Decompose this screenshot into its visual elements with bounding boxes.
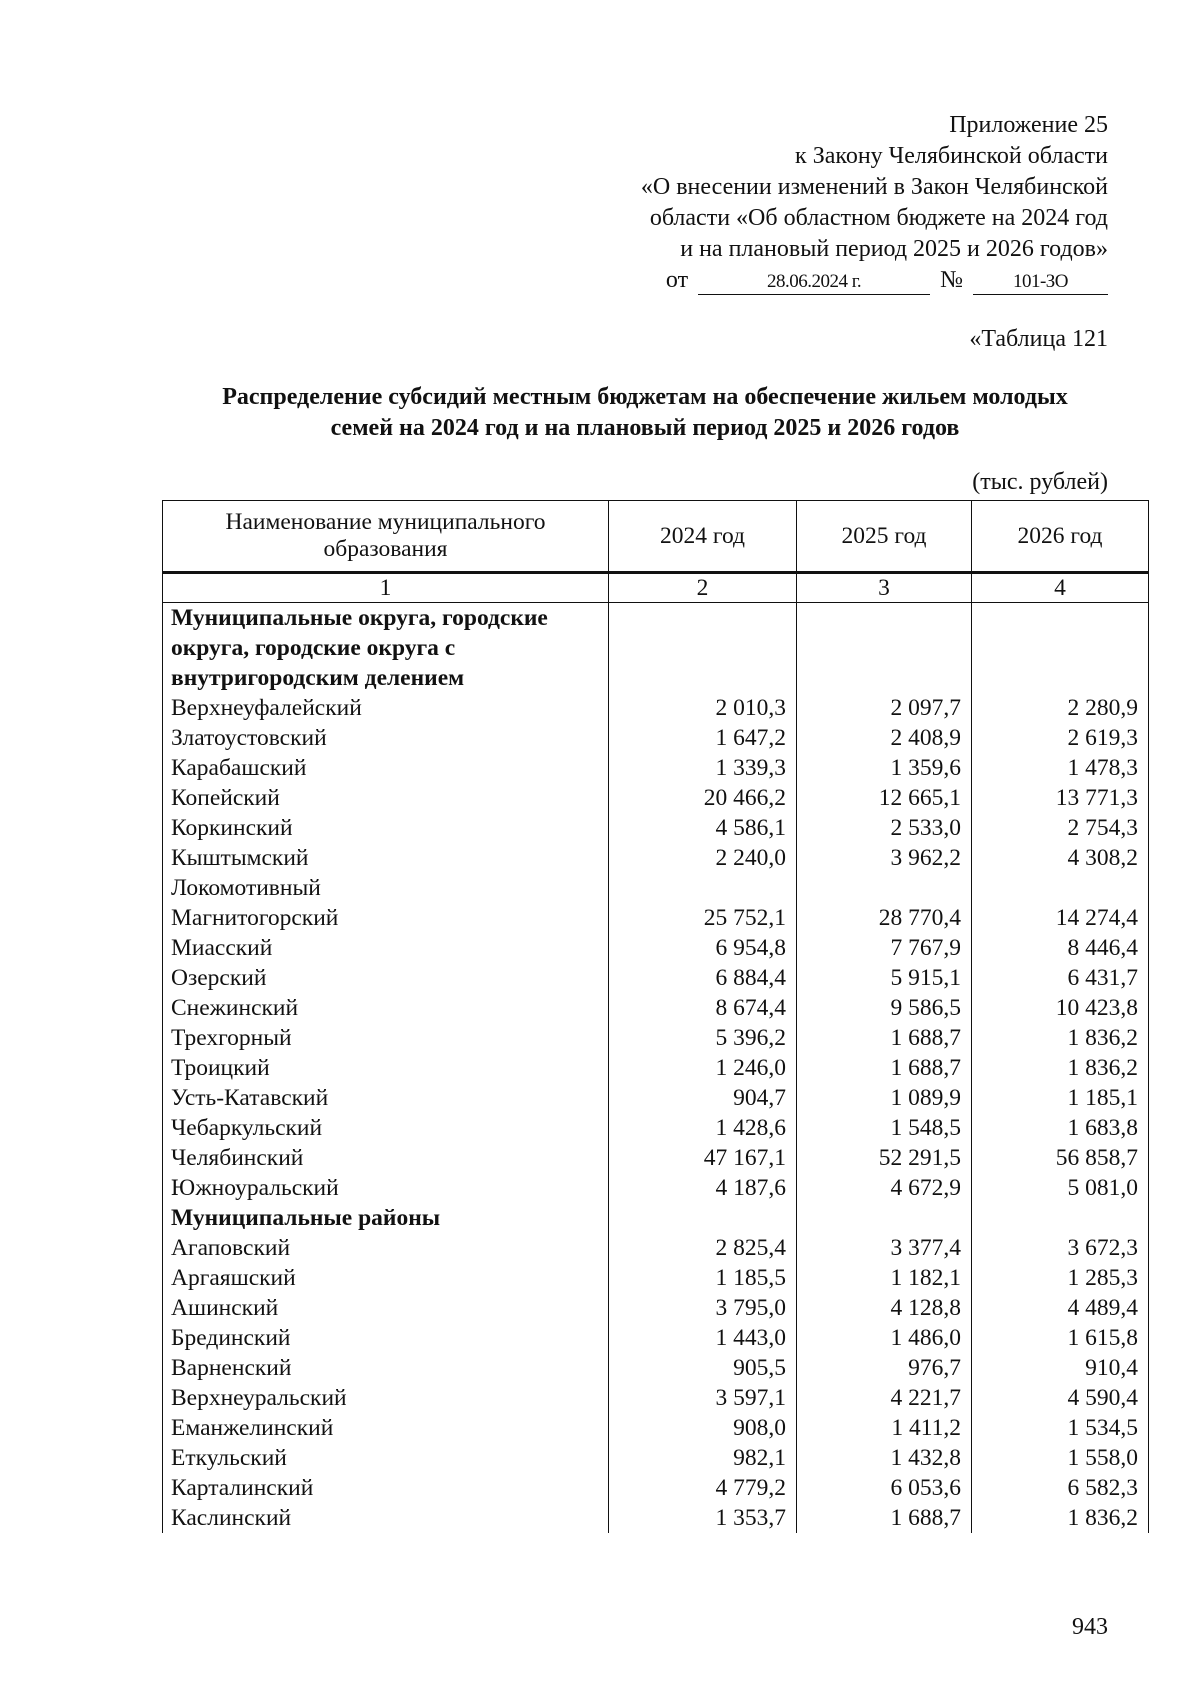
municipality-name: Южноуральский <box>163 1173 609 1203</box>
municipality-name: Копейский <box>163 783 609 813</box>
value-2025: 1 411,2 <box>797 1413 972 1443</box>
value-2026: 4 489,4 <box>972 1293 1149 1323</box>
value-2026: 1 683,8 <box>972 1113 1149 1143</box>
value-2025: 3 962,2 <box>797 843 972 873</box>
value-2025: 1 089,9 <box>797 1083 972 1113</box>
municipality-name: Миасский <box>163 933 609 963</box>
value-2025: 9 586,5 <box>797 993 972 1023</box>
table-row <box>163 1113 1149 1143</box>
value-2025: 4 128,8 <box>797 1293 972 1323</box>
municipality-name: Карталинский <box>163 1473 609 1503</box>
value-2025: 1 548,5 <box>797 1113 972 1143</box>
value-2025: 3 377,4 <box>797 1233 972 1263</box>
value-2024: 1 443,0 <box>609 1323 797 1353</box>
header-line-amendment: «О внесении изменений в Закон Челябинской <box>640 174 1108 200</box>
municipality-name: Еткульский <box>163 1443 609 1473</box>
value-2025: 1 688,7 <box>797 1053 972 1083</box>
municipality-name: Челябинский <box>163 1143 609 1173</box>
section-header-row <box>163 603 1149 694</box>
municipality-name: Карабашский <box>163 753 609 783</box>
column-header-municipality: Наименование муниципального образования <box>163 501 609 573</box>
value-2026: 1 836,2 <box>972 1023 1149 1053</box>
column-header-2026: 2026 год <box>972 501 1149 573</box>
municipality-name: Каслинский <box>163 1503 609 1533</box>
column-header-2025: 2025 год <box>797 501 972 573</box>
table-row <box>163 1323 1149 1353</box>
column-number-4: 4 <box>972 573 1149 603</box>
number-prefix: № <box>940 267 963 293</box>
value-2025: 2 097,7 <box>797 693 972 723</box>
value-2024: 1 428,6 <box>609 1113 797 1143</box>
section-header-row <box>163 1203 1149 1233</box>
value-2025: 5 915,1 <box>797 963 972 993</box>
law-date: 28.06.2024 г. <box>698 270 930 295</box>
title-line-1: Распределение субсидий местным бюджетам на обеспечение жильем молодых <box>222 384 1068 410</box>
value-2026: 10 423,8 <box>972 993 1149 1023</box>
subsidy-table <box>162 500 1149 1533</box>
value-2026: 1 285,3 <box>972 1263 1149 1293</box>
value-2025: 1 688,7 <box>797 1023 972 1053</box>
value-2025: 2 408,9 <box>797 723 972 753</box>
units-label: (тыс. рублей) <box>972 469 1108 495</box>
municipality-name: Коркинский <box>163 813 609 843</box>
value-2025: 976,7 <box>797 1353 972 1383</box>
value-2024: 3 795,0 <box>609 1293 797 1323</box>
municipality-name: Локомотивный <box>163 873 609 903</box>
value-2026: 1 185,1 <box>972 1083 1149 1113</box>
column-number-3: 3 <box>797 573 972 603</box>
value-2025 <box>797 873 972 903</box>
value-2025: 28 770,4 <box>797 903 972 933</box>
value-2026: 3 672,3 <box>972 1233 1149 1263</box>
value-2024: 1 647,2 <box>609 723 797 753</box>
document-header <box>548 110 1108 296</box>
municipality-name: Усть-Катавский <box>163 1083 609 1113</box>
date-prefix: от <box>665 267 689 293</box>
value-2025: 4 221,7 <box>797 1383 972 1413</box>
value-2026: 56 858,7 <box>972 1143 1149 1173</box>
value-2025: 6 053,6 <box>797 1473 972 1503</box>
value-2025: 12 665,1 <box>797 783 972 813</box>
table-row <box>163 873 1149 903</box>
value-2025: 1 432,8 <box>797 1443 972 1473</box>
value-2025: 2 533,0 <box>797 813 972 843</box>
value-2026: 1 534,5 <box>972 1413 1149 1443</box>
table-row <box>163 813 1149 843</box>
table-row <box>163 1233 1149 1263</box>
document-title <box>150 382 1140 444</box>
municipality-name: Магнитогорский <box>163 903 609 933</box>
value-2024: 1 185,5 <box>609 1263 797 1293</box>
municipality-name: Златоустовский <box>163 723 609 753</box>
value-2024: 1 353,7 <box>609 1503 797 1533</box>
value-2024: 905,5 <box>609 1353 797 1383</box>
value-2025: 1 486,0 <box>797 1323 972 1353</box>
table-row <box>163 963 1149 993</box>
header-line-appendix: Приложение 25 <box>949 112 1108 138</box>
column-number-row <box>163 573 1149 603</box>
municipality-name: Снежинский <box>163 993 609 1023</box>
table-row <box>163 903 1149 933</box>
value-2026: 2 280,9 <box>972 693 1149 723</box>
table-row <box>163 753 1149 783</box>
value-2024: 6 954,8 <box>609 933 797 963</box>
value-2024: 904,7 <box>609 1083 797 1113</box>
table-row <box>163 993 1149 1023</box>
municipality-name: Аргаяшский <box>163 1263 609 1293</box>
value-2024 <box>609 873 797 903</box>
value-2025: 52 291,5 <box>797 1143 972 1173</box>
law-date-number <box>548 265 1108 296</box>
municipality-name: Муниципальные районы <box>163 1203 609 1233</box>
value-2026: 1 615,8 <box>972 1323 1149 1353</box>
value-2024: 3 597,1 <box>609 1383 797 1413</box>
municipality-name: Еманжелинский <box>163 1413 609 1443</box>
table-row <box>163 1083 1149 1113</box>
value-2025 <box>797 603 972 694</box>
value-2026: 1 836,2 <box>972 1503 1149 1533</box>
table-header-row <box>163 501 1149 573</box>
value-2026: 8 446,4 <box>972 933 1149 963</box>
value-2024 <box>609 603 797 694</box>
value-2026 <box>972 603 1149 694</box>
value-2025: 1 359,6 <box>797 753 972 783</box>
header-line-budget: области «Об областном бюджете на 2024 год <box>649 205 1108 231</box>
value-2026: 1 558,0 <box>972 1443 1149 1473</box>
value-2026: 4 308,2 <box>972 843 1149 873</box>
value-2024: 6 884,4 <box>609 963 797 993</box>
column-number-2: 2 <box>609 573 797 603</box>
municipality-name: Агаповский <box>163 1233 609 1263</box>
title-line-2: семей на 2024 год и на плановый период 2025 и 2026 годов <box>330 415 960 441</box>
municipality-name: Кыштымский <box>163 843 609 873</box>
value-2024: 25 752,1 <box>609 903 797 933</box>
table-row <box>163 843 1149 873</box>
table-row <box>163 1503 1149 1533</box>
value-2024 <box>609 1203 797 1233</box>
value-2025: 4 672,9 <box>797 1173 972 1203</box>
header-line-law: к Закону Челябинской области <box>795 143 1108 169</box>
value-2024: 2 010,3 <box>609 693 797 723</box>
value-2025 <box>797 1203 972 1233</box>
municipality-name: Муниципальные округа, городские округа, городские округа с внутригородским делением <box>163 603 609 694</box>
law-number: 101-ЗО <box>973 270 1108 295</box>
value-2026: 14 274,4 <box>972 903 1149 933</box>
value-2024: 908,0 <box>609 1413 797 1443</box>
table-row <box>163 723 1149 753</box>
value-2024: 1 339,3 <box>609 753 797 783</box>
table-row <box>163 783 1149 813</box>
table-caption: «Таблица 121 <box>969 326 1108 352</box>
value-2026: 2 754,3 <box>972 813 1149 843</box>
table-row <box>163 1173 1149 1203</box>
table-row <box>163 693 1149 723</box>
value-2026: 910,4 <box>972 1353 1149 1383</box>
municipality-name: Трехгорный <box>163 1023 609 1053</box>
column-number-1: 1 <box>163 573 609 603</box>
value-2026: 1 478,3 <box>972 753 1149 783</box>
value-2024: 2 825,4 <box>609 1233 797 1263</box>
header-line-period: и на плановый период 2025 и 2026 годов» <box>680 236 1108 262</box>
municipality-name: Озерский <box>163 963 609 993</box>
table-row <box>163 933 1149 963</box>
value-2024: 20 466,2 <box>609 783 797 813</box>
value-2025: 7 767,9 <box>797 933 972 963</box>
value-2025: 1 182,1 <box>797 1263 972 1293</box>
value-2024: 982,1 <box>609 1443 797 1473</box>
value-2026: 6 582,3 <box>972 1473 1149 1503</box>
column-header-2024: 2024 год <box>609 501 797 573</box>
value-2024: 5 396,2 <box>609 1023 797 1053</box>
municipality-name: Ашинский <box>163 1293 609 1323</box>
value-2024: 4 187,6 <box>609 1173 797 1203</box>
table-row <box>163 1413 1149 1443</box>
table-row <box>163 1473 1149 1503</box>
value-2025: 1 688,7 <box>797 1503 972 1533</box>
value-2026: 1 836,2 <box>972 1053 1149 1083</box>
value-2024: 4 779,2 <box>609 1473 797 1503</box>
table-body <box>163 603 1149 1534</box>
municipality-name: Троицкий <box>163 1053 609 1083</box>
value-2026: 4 590,4 <box>972 1383 1149 1413</box>
table-row <box>163 1023 1149 1053</box>
value-2026: 2 619,3 <box>972 723 1149 753</box>
value-2024: 1 246,0 <box>609 1053 797 1083</box>
value-2024: 4 586,1 <box>609 813 797 843</box>
table-row <box>163 1143 1149 1173</box>
municipality-name: Варненский <box>163 1353 609 1383</box>
value-2024: 47 167,1 <box>609 1143 797 1173</box>
table-row <box>163 1443 1149 1473</box>
table-row <box>163 1383 1149 1413</box>
municipality-name: Чебаркульский <box>163 1113 609 1143</box>
value-2024: 8 674,4 <box>609 993 797 1023</box>
value-2026: 13 771,3 <box>972 783 1149 813</box>
page-number: 943 <box>1072 1614 1108 1640</box>
municipality-name: Верхнеуральский <box>163 1383 609 1413</box>
value-2026: 6 431,7 <box>972 963 1149 993</box>
table-row <box>163 1353 1149 1383</box>
value-2026: 5 081,0 <box>972 1173 1149 1203</box>
municipality-name: Верхнеуфалейский <box>163 693 609 723</box>
table-row <box>163 1293 1149 1323</box>
value-2026 <box>972 873 1149 903</box>
value-2026 <box>972 1203 1149 1233</box>
table-row <box>163 1263 1149 1293</box>
value-2024: 2 240,0 <box>609 843 797 873</box>
municipality-name: Брединский <box>163 1323 609 1353</box>
table-row <box>163 1053 1149 1083</box>
